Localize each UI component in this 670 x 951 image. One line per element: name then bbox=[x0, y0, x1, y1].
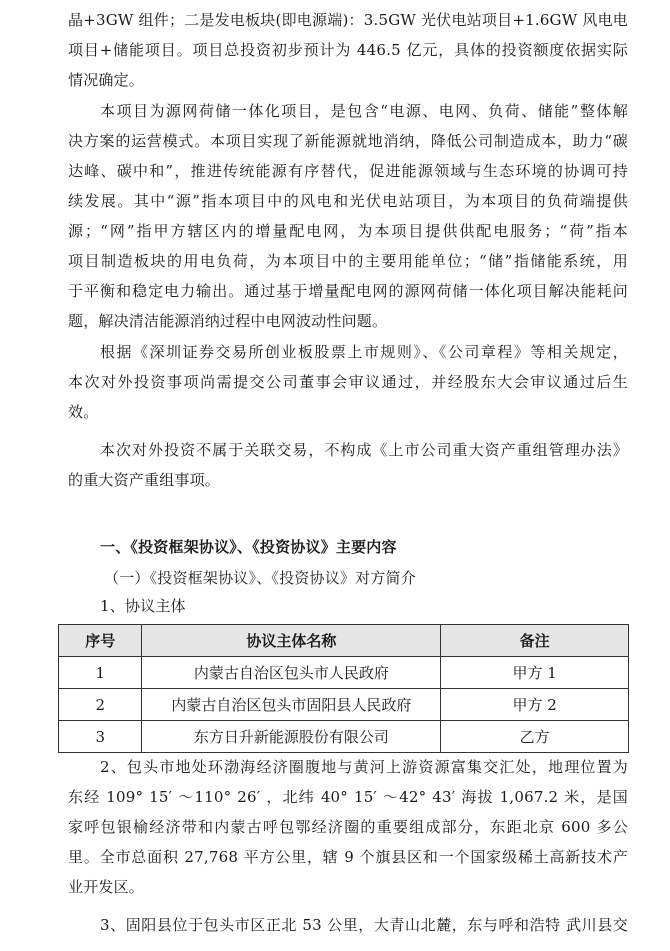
paragraph-line: 项目+储能项目。项目总投资初步预计为 446.5 亿元，具体的投资额度依据实际 bbox=[68, 41, 628, 59]
paragraph-line: 本项目为源网荷储一体化项目，是包含“电源、电网、负荷、储能”整体解 bbox=[100, 102, 628, 120]
sub-heading: （一）《投资框架协议》、《投资协议》对方简介 bbox=[104, 569, 416, 587]
cell-remark: 乙方 bbox=[441, 721, 629, 753]
header-remark: 备注 bbox=[441, 625, 629, 657]
paragraph-line: 续发展。其中“源”指本项目中的风电和光伏电站项目，为本项目的负荷端提供 bbox=[68, 192, 628, 210]
paragraph-line: 里。全市总面积 27,768 平方公里，辖 9 个旗县区和一个国家级稀土高新技术产 bbox=[68, 848, 628, 866]
table-row bbox=[59, 657, 629, 689]
paragraph-line: 的重大资产重组事项。 bbox=[68, 471, 221, 489]
cell-remark: 甲方 1 bbox=[441, 657, 629, 689]
paragraph-line: 晶+3GW 组件；二是发电板块(即电源端)：3.5GW 光伏电站项目+1.6GW 风电电 bbox=[68, 11, 628, 29]
paragraph-line: 源；“网”指甲方辖区内的增量配电网，为本项目提供供配电服务；“荷”指本 bbox=[68, 222, 628, 240]
paragraph-line: 3、固阳县位于包头市区正北 53 公里，大青山北麓，东与呼和浩特 武川县交 bbox=[100, 916, 628, 934]
paragraph-line: 根据《深圳证券交易所创业板股票上市规则》、《公司章程》等相关规定， bbox=[100, 343, 628, 361]
cell-remark: 甲方 2 bbox=[441, 689, 629, 721]
paragraph-line: 题，解决清洁能源消纳过程中电网波动性问题。 bbox=[68, 312, 388, 330]
table-row bbox=[59, 721, 629, 753]
cell-index: 1 bbox=[59, 657, 142, 689]
cell-party-name: 内蒙古自治区包头市固阳县人民政府 bbox=[142, 689, 441, 721]
paragraph-line: 东经 109° 15′ ～110° 26′ ，北纬 40° 15′ ～42° 43′ 海拔 1,067.2 米，是国 bbox=[68, 788, 628, 806]
paragraph-line: 情况确定。 bbox=[68, 71, 145, 89]
paragraph-line: 家呼包银榆经济带和内蒙古呼包鄂经济圈的重要组成部分，东距北京 600 多公 bbox=[68, 818, 628, 836]
agreement-parties-table bbox=[58, 624, 629, 753]
header-party-name: 协议主体名称 bbox=[142, 625, 441, 657]
paragraph-line: 于平衡和稳定电力输出。通过基于增量配电网的源网荷储一体化项目解决能耗问 bbox=[68, 282, 628, 300]
paragraph-line: 决方案的运营模式。本项目实现了新能源就地消纳，降低公司制造成本，助力“碳 bbox=[68, 132, 628, 150]
paragraph-line: 效。 bbox=[68, 403, 99, 421]
cell-party-name: 内蒙古自治区包头市人民政府 bbox=[142, 657, 441, 689]
item-heading: 1、协议主体 bbox=[100, 597, 186, 615]
cell-index: 2 bbox=[59, 689, 142, 721]
section-heading: 一、《投资框架协议》、《投资协议》主要内容 bbox=[100, 538, 397, 556]
paragraph-line: 2、包头市地处环渤海经济圈腹地与黄河上游资源富集交汇处，地理位置为 bbox=[100, 758, 628, 776]
paragraph-line: 达峰、碳中和”，推进传统能源有序替代，促进能源领域与生态环境的协调可持 bbox=[68, 162, 628, 180]
paragraph-line: 业开发区。 bbox=[68, 878, 145, 896]
table-row bbox=[59, 689, 629, 721]
paragraph-line: 本次对外投资事项尚需提交公司董事会审议通过，并经股东大会审议通过后生 bbox=[68, 373, 628, 391]
paragraph-line: 项目制造板块的用电负荷，为本项目中的主要用能单位；“储”指储能系统，用 bbox=[68, 252, 628, 270]
cell-party-name: 东方日升新能源股份有限公司 bbox=[142, 721, 441, 753]
header-index: 序号 bbox=[59, 625, 142, 657]
table-header-row bbox=[59, 625, 629, 657]
paragraph-line: 本次对外投资不属于关联交易，不构成《上市公司重大资产重组管理办法》 bbox=[100, 441, 628, 459]
cell-index: 3 bbox=[59, 721, 142, 753]
